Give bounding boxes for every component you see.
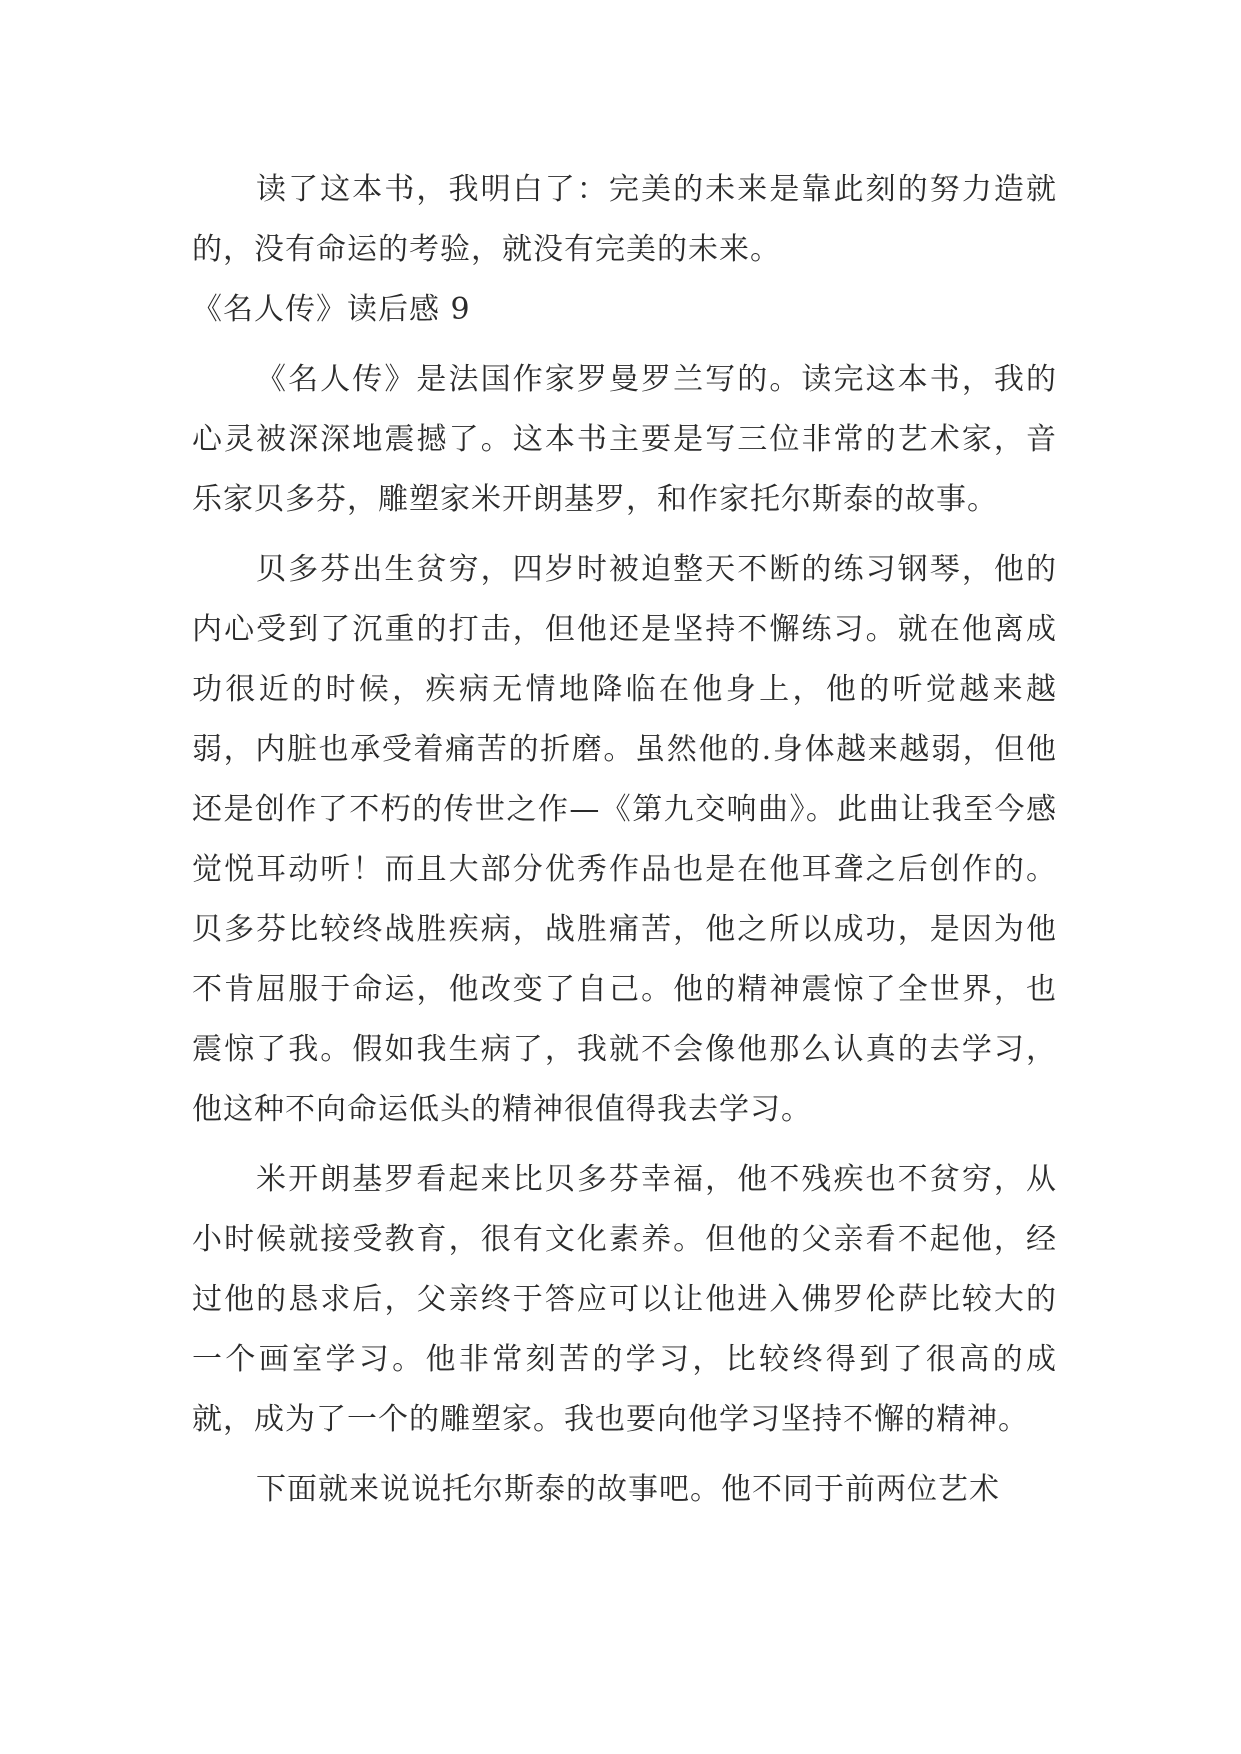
section-heading: 《名人传》读后感 9	[192, 292, 471, 327]
document-body	[192, 160, 1057, 1520]
body-paragraph: 米开朗基罗看起来比贝多芬幸福，他不残疾也不贫穷，从小时候就接受教育，很有文化素养。但他的父亲看不起他，经过他的恳求后，父亲终于答应可以让他进入佛罗伦萨比较大的一个画室学习。他非常刻苦的学习，比较终得到了很高的成就，成为了一个的雕塑家。我也要向他学习坚持不懈的精神。	[192, 1162, 1057, 1437]
body-paragraph: 《名人传》是法国作家罗曼罗兰写的。读完这本书，我的心灵被深深地震撼了。这本书主要是写三位非常的艺术家，音乐家贝多芬，雕塑家米开朗基罗，和作家托尔斯泰的故事。	[192, 362, 1057, 517]
body-paragraph: 下面就来说说托尔斯泰的故事吧。他不同于前两位艺术	[256, 1472, 1000, 1507]
body-paragraph-intro: 读了这本书，我明白了：完美的未来是靠此刻的努力造就的，没有命运的考验，就没有完美的未来。	[192, 172, 1057, 267]
body-paragraph: 贝多芬出生贫穷，四岁时被迫整天不断的练习钢琴，他的内心受到了沉重的打击，但他还是坚持不懈练习。就在他离成功很近的时候，疾病无情地降临在他身上，他的听觉越来越弱，内脏也承受着痛苦的折磨。虽然他的.身体越来越弱，但他还是创作了不朽的传世之作—《第九交响曲》。此曲让我至今感觉悦耳动听！而且大部分优秀作品也是在他耳聋之后创作的。贝多芬比较终战胜疾病，战胜痛苦，他之所以成功，是因为他不肯屈服于命运，他改变了自己。他的精神震惊了全世界，也震惊了我。假如我生病了，我就不会像他那么认真的去学习，他这种不向命运低头的精神很值得我去学习。	[192, 552, 1057, 1127]
